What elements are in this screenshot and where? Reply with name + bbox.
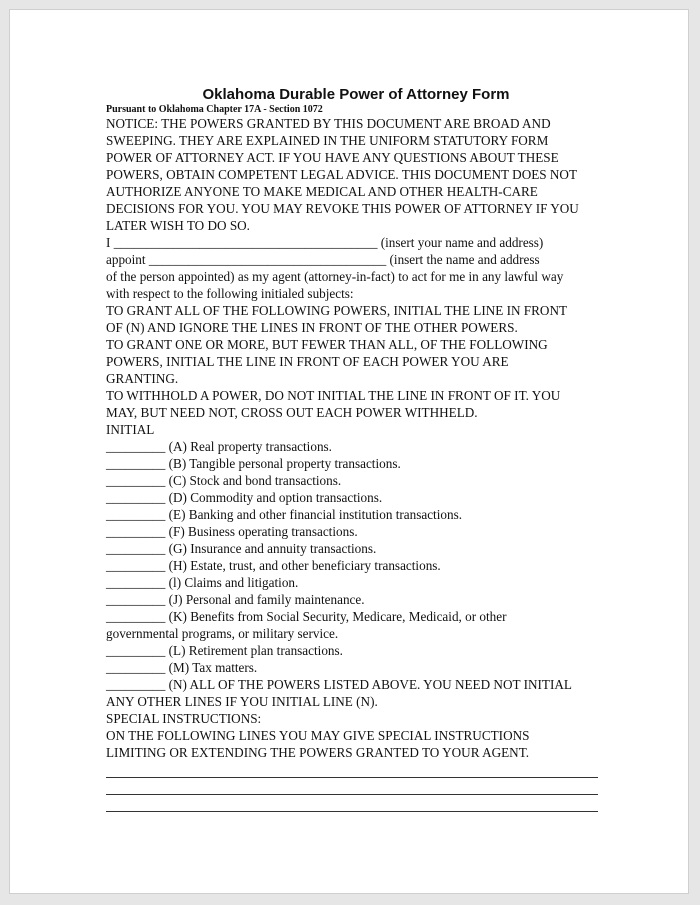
document-body: [106, 86, 606, 812]
grant-some-line-2: POWERS, INITIAL THE LINE IN FRONT OF EACH POWER YOU ARE: [106, 354, 509, 369]
withhold-line-1: TO WITHHOLD A POWER, DO NOT INITIAL THE LINE IN FRONT OF IT. YOU: [106, 388, 561, 403]
subjects-intro-line: with respect to the following initialed subjects:: [106, 286, 354, 301]
power-item-g: _________ (G) Insurance and annuity transactions.: [106, 541, 377, 556]
grant-some-line-3: GRANTING.: [106, 371, 179, 386]
document-page: [9, 9, 689, 894]
power-item-d: _________ (D) Commodity and option transactions.: [106, 490, 383, 505]
principal-name-line: I ________________________________________ (insert your name and address): [106, 235, 544, 250]
notice-line-1: NOTICE: THE POWERS GRANTED BY THIS DOCUMENT ARE BROAD AND: [106, 116, 551, 131]
power-item-b: _________ (B) Tangible personal property transactions.: [106, 456, 401, 471]
document-subtitle: Pursuant to Oklahoma Chapter 17A - Section 1072: [106, 104, 323, 115]
power-item-c: _________ (C) Stock and bond transactions.: [106, 473, 342, 488]
document-title: Oklahoma Durable Power of Attorney Form: [202, 86, 510, 103]
power-item-e: _________ (E) Banking and other financial institution transactions.: [106, 507, 462, 522]
special-instructions-line-1: ON THE FOLLOWING LINES YOU MAY GIVE SPECIAL INSTRUCTIONS: [106, 728, 530, 743]
power-item-a: _________ (A) Real property transactions.: [106, 439, 332, 454]
grant-all-line-1: TO GRANT ALL OF THE FOLLOWING POWERS, INITIAL THE LINE IN FRONT: [106, 303, 568, 318]
power-item-k: _________ (K) Benefits from Social Security, Medicare, Medicaid, or other: [106, 609, 507, 624]
power-item-f: _________ (F) Business operating transactions.: [106, 524, 358, 539]
notice-line-4: POWERS, OBTAIN COMPETENT LEGAL ADVICE. THIS DOCUMENT DOES NOT: [106, 167, 578, 182]
initial-heading: INITIAL: [106, 422, 155, 437]
power-item-i: _________ (l) Claims and litigation.: [106, 575, 299, 590]
instructions-blank-line-1: [106, 761, 598, 778]
notice-line-6: DECISIONS FOR YOU. YOU MAY REVOKE THIS POWER OF ATTORNEY IF YOU: [106, 201, 579, 216]
notice-line-5: AUTHORIZE ANYONE TO MAKE MEDICAL AND OTHER HEALTH-CARE: [106, 184, 538, 199]
instructions-blank-line-3: [106, 795, 598, 812]
power-item-m: _________ (M) Tax matters.: [106, 660, 258, 675]
power-item-j: _________ (J) Personal and family maintenance.: [106, 592, 365, 607]
agent-description-line: of the person appointed) as my agent (attorney-in-fact) to act for me in any lawful way: [106, 269, 564, 284]
power-item-l: _________ (L) Retirement plan transactions.: [106, 643, 343, 658]
grant-some-line-1: TO GRANT ONE OR MORE, BUT FEWER THAN ALL, OF THE FOLLOWING: [106, 337, 548, 352]
notice-line-3: POWER OF ATTORNEY ACT. IF YOU HAVE ANY QUESTIONS ABOUT THESE: [106, 150, 559, 165]
instructions-blank-line-2: [106, 778, 598, 795]
power-item-h: _________ (H) Estate, trust, and other beneficiary transactions.: [106, 558, 441, 573]
special-instructions-line-2: LIMITING OR EXTENDING THE POWERS GRANTED TO YOUR AGENT.: [106, 745, 530, 760]
power-item-k-continued: governmental programs, or military service.: [106, 626, 339, 641]
agent-appoint-line: appoint ____________________________________ (insert the name and address: [106, 252, 540, 267]
withhold-line-2: MAY, BUT NEED NOT, CROSS OUT EACH POWER WITHHELD.: [106, 405, 478, 420]
special-instructions-heading: SPECIAL INSTRUCTIONS:: [106, 711, 262, 726]
power-item-n: _________ (N) ALL OF THE POWERS LISTED ABOVE. YOU NEED NOT INITIAL: [106, 677, 572, 692]
grant-all-line-2: OF (N) AND IGNORE THE LINES IN FRONT OF THE OTHER POWERS.: [106, 320, 518, 335]
power-item-n-continued: ANY OTHER LINES IF YOU INITIAL LINE (N).: [106, 694, 378, 709]
notice-line-7: LATER WISH TO DO SO.: [106, 218, 250, 233]
notice-line-2: SWEEPING. THEY ARE EXPLAINED IN THE UNIFORM STATUTORY FORM: [106, 133, 549, 148]
